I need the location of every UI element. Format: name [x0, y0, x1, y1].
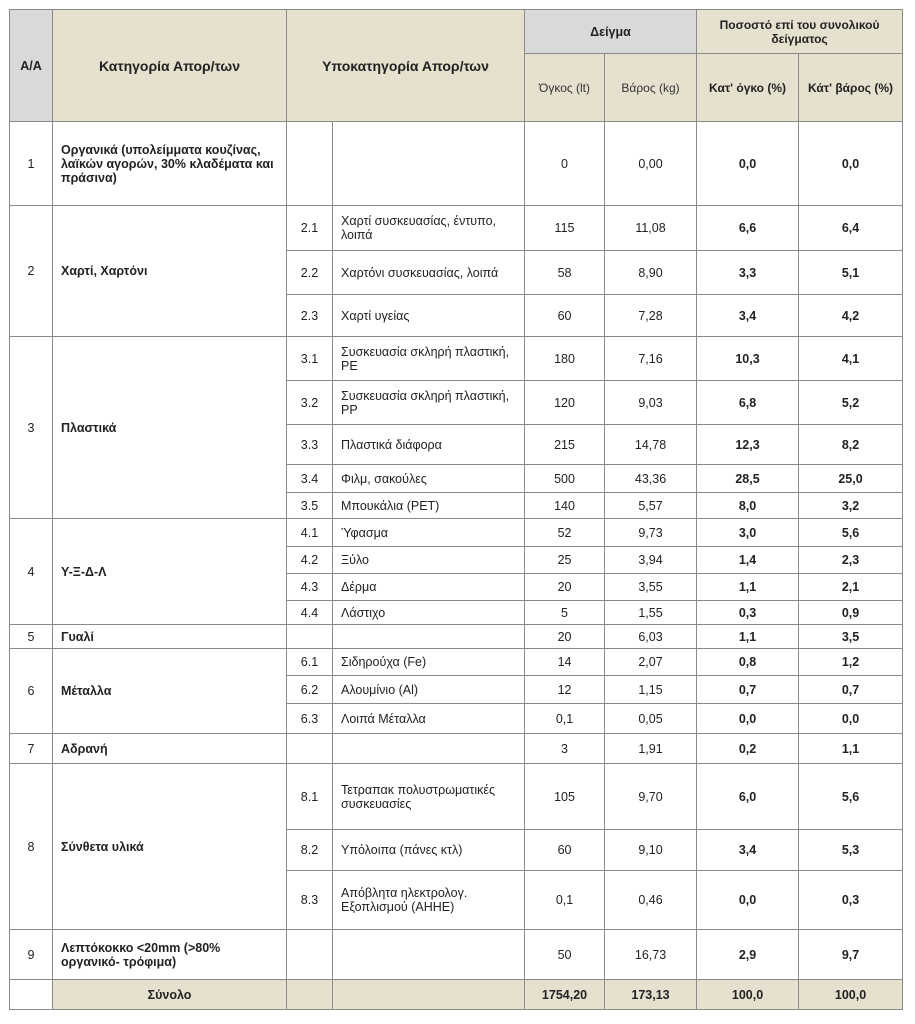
- cell-weight: 2,07: [605, 649, 697, 676]
- cell-weight: 1,91: [605, 734, 697, 764]
- cell-weight: 0,00: [605, 122, 697, 206]
- cell-weight: 3,94: [605, 547, 697, 574]
- cell-volume: 20: [525, 574, 605, 601]
- cell-pct-weight: 3,2: [799, 493, 903, 519]
- cell-pct-volume: 28,5: [697, 465, 799, 493]
- cell-pct-weight: 4,1: [799, 337, 903, 381]
- cell-code: [287, 625, 333, 649]
- cell-volume: 60: [525, 830, 605, 871]
- cell-aa: 4: [10, 519, 53, 625]
- cell-category: Χαρτί, Χαρτόνι: [53, 206, 287, 337]
- cell-subcategory: Σιδηρούχα (Fe): [333, 649, 525, 676]
- cell-code: 8.2: [287, 830, 333, 871]
- cell-weight: 1,55: [605, 601, 697, 625]
- cell-category: Γυαλί: [53, 625, 287, 649]
- cell-weight: 9,10: [605, 830, 697, 871]
- cell-volume: 0,1: [525, 871, 605, 930]
- cell-pct-weight: 4,2: [799, 295, 903, 337]
- table-row: [10, 764, 903, 830]
- waste-composition-table: [9, 9, 903, 1010]
- cell-volume: 12: [525, 676, 605, 704]
- cell-pct-weight: 0,0: [799, 122, 903, 206]
- cell-volume: 52: [525, 519, 605, 547]
- table-row: [10, 734, 903, 764]
- cell-pct-weight: 8,2: [799, 425, 903, 465]
- cell-code: 3.1: [287, 337, 333, 381]
- cell-subcategory: Αλουμίνιο (Al): [333, 676, 525, 704]
- cell-volume: 120: [525, 381, 605, 425]
- cell-code: 6.1: [287, 649, 333, 676]
- cell-aa: 1: [10, 122, 53, 206]
- cell-weight: 9,70: [605, 764, 697, 830]
- cell-category: Λεπτόκοκκο <20mm (>80% οργανικό- τρόφιμα): [53, 930, 287, 980]
- cell-subcategory: Μπουκάλια (PET): [333, 493, 525, 519]
- header-volume: Όγκος (lt): [525, 54, 605, 122]
- cell-subcategory: Συσκευασία σκληρή πλαστική, PE: [333, 337, 525, 381]
- cell-pct-volume: 0,3: [697, 601, 799, 625]
- cell-pct-weight: 5,6: [799, 764, 903, 830]
- cell-volume: 14: [525, 649, 605, 676]
- cell-weight: 7,16: [605, 337, 697, 381]
- cell-aa: 3: [10, 337, 53, 519]
- waste-composition-table-wrapper: [9, 9, 903, 1010]
- cell-pct-volume: 0,0: [697, 704, 799, 734]
- cell-subcategory: [333, 930, 525, 980]
- cell-subcategory: Ύφασμα: [333, 519, 525, 547]
- cell-pct-weight: 0,7: [799, 676, 903, 704]
- cell-volume: 3: [525, 734, 605, 764]
- table-row: [10, 519, 903, 547]
- cell-aa: 2: [10, 206, 53, 337]
- header-weight: Βάρος (kg): [605, 54, 697, 122]
- cell-volume: 58: [525, 251, 605, 295]
- cell-subcategory: [333, 625, 525, 649]
- cell-pct-weight: 0,0: [799, 704, 903, 734]
- cell-pct-weight: 1,1: [799, 734, 903, 764]
- cell-pct-volume: 0,8: [697, 649, 799, 676]
- cell-pct-volume: 0,0: [697, 871, 799, 930]
- cell-pct-weight: 5,6: [799, 519, 903, 547]
- cell-pct-weight: 5,3: [799, 830, 903, 871]
- cell-pct-weight: 25,0: [799, 465, 903, 493]
- cell-weight: 8,90: [605, 251, 697, 295]
- cell-code: 6.2: [287, 676, 333, 704]
- cell-pct-weight: 0,9: [799, 601, 903, 625]
- table-row: [10, 930, 903, 980]
- cell-subcategory: Χαρτί συσκευασίας, έντυπο, λοιπά: [333, 206, 525, 251]
- cell-code: 3.5: [287, 493, 333, 519]
- header-pct-volume: Κατ' όγκο (%): [697, 54, 799, 122]
- cell-subcategory: Φιλμ, σακούλες: [333, 465, 525, 493]
- total-code-empty: [287, 980, 333, 1010]
- cell-volume: 105: [525, 764, 605, 830]
- cell-volume: 140: [525, 493, 605, 519]
- cell-code: 4.1: [287, 519, 333, 547]
- cell-category: Αδρανή: [53, 734, 287, 764]
- cell-pct-volume: 3,0: [697, 519, 799, 547]
- total-sub-empty: [333, 980, 525, 1010]
- cell-weight: 9,73: [605, 519, 697, 547]
- cell-subcategory: Ξύλο: [333, 547, 525, 574]
- cell-volume: 180: [525, 337, 605, 381]
- cell-pct-volume: 0,2: [697, 734, 799, 764]
- cell-volume: 215: [525, 425, 605, 465]
- table-row: [10, 122, 903, 206]
- table-row: [10, 625, 903, 649]
- cell-volume: 0: [525, 122, 605, 206]
- cell-pct-volume: 8,0: [697, 493, 799, 519]
- cell-subcategory: Λάστιχο: [333, 601, 525, 625]
- cell-code: [287, 734, 333, 764]
- cell-code: 4.2: [287, 547, 333, 574]
- total-volume: 1754,20: [525, 980, 605, 1010]
- total-label: Σύνολο: [53, 980, 287, 1010]
- total-pct-volume: 100,0: [697, 980, 799, 1010]
- cell-pct-volume: 10,3: [697, 337, 799, 381]
- cell-weight: 16,73: [605, 930, 697, 980]
- cell-code: 3.3: [287, 425, 333, 465]
- cell-category: Υ-Ξ-Δ-Λ: [53, 519, 287, 625]
- cell-subcategory: Δέρμα: [333, 574, 525, 601]
- cell-code: 3.4: [287, 465, 333, 493]
- cell-weight: 14,78: [605, 425, 697, 465]
- cell-code: 4.3: [287, 574, 333, 601]
- table-row: [10, 337, 903, 381]
- cell-volume: 60: [525, 295, 605, 337]
- cell-pct-weight: 3,5: [799, 625, 903, 649]
- cell-pct-volume: 0,7: [697, 676, 799, 704]
- cell-weight: 9,03: [605, 381, 697, 425]
- cell-code: 3.2: [287, 381, 333, 425]
- header-percent-title: Ποσοστό επί του συνολικού δείγματος: [697, 10, 903, 54]
- cell-code: 6.3: [287, 704, 333, 734]
- cell-code: [287, 930, 333, 980]
- header-sample: Δείγμα: [525, 10, 697, 54]
- total-aa-empty: [10, 980, 53, 1010]
- cell-code: 8.1: [287, 764, 333, 830]
- cell-volume: 500: [525, 465, 605, 493]
- cell-weight: 11,08: [605, 206, 697, 251]
- cell-weight: 43,36: [605, 465, 697, 493]
- cell-code: 2.3: [287, 295, 333, 337]
- cell-pct-volume: 2,9: [697, 930, 799, 980]
- cell-subcategory: [333, 122, 525, 206]
- cell-subcategory: Συσκευασία σκληρή πλαστική, PP: [333, 381, 525, 425]
- cell-pct-weight: 2,3: [799, 547, 903, 574]
- cell-aa: 7: [10, 734, 53, 764]
- cell-weight: 3,55: [605, 574, 697, 601]
- cell-volume: 20: [525, 625, 605, 649]
- cell-aa: 9: [10, 930, 53, 980]
- cell-weight: 6,03: [605, 625, 697, 649]
- cell-pct-volume: 12,3: [697, 425, 799, 465]
- cell-pct-volume: 3,4: [697, 830, 799, 871]
- cell-code: 8.3: [287, 871, 333, 930]
- cell-subcategory: [333, 734, 525, 764]
- cell-volume: 50: [525, 930, 605, 980]
- header-subcategory: Υποκατηγορία Απορ/των: [287, 10, 525, 122]
- cell-pct-weight: 6,4: [799, 206, 903, 251]
- header-category-label: Κατηγορία Απορ/των: [98, 57, 241, 74]
- cell-weight: 0,05: [605, 704, 697, 734]
- cell-code: 4.4: [287, 601, 333, 625]
- header-category: [53, 10, 287, 122]
- cell-category: Μέταλλα: [53, 649, 287, 734]
- cell-code: 2.2: [287, 251, 333, 295]
- cell-subcategory: Χαρτί υγείας: [333, 295, 525, 337]
- total-pct-weight: 100,0: [799, 980, 903, 1010]
- total-row: [10, 980, 903, 1010]
- cell-pct-volume: 6,8: [697, 381, 799, 425]
- cell-subcategory: Τετραπακ πολυστρωματικές συσκευασίες: [333, 764, 525, 830]
- cell-weight: 7,28: [605, 295, 697, 337]
- cell-aa: 5: [10, 625, 53, 649]
- cell-pct-weight: 2,1: [799, 574, 903, 601]
- cell-weight: 5,57: [605, 493, 697, 519]
- cell-pct-volume: 3,4: [697, 295, 799, 337]
- cell-pct-weight: 5,2: [799, 381, 903, 425]
- cell-volume: 25: [525, 547, 605, 574]
- cell-weight: 1,15: [605, 676, 697, 704]
- total-weight: 173,13: [605, 980, 697, 1010]
- cell-category: Πλαστικά: [53, 337, 287, 519]
- cell-subcategory: Χαρτόνι συσκευασίας, λοιπά: [333, 251, 525, 295]
- cell-pct-volume: 1,4: [697, 547, 799, 574]
- cell-volume: 115: [525, 206, 605, 251]
- cell-category: Οργανικά (υπολείμματα κουζίνας, λαϊκών αγορών, 30% κλαδέματα και πράσινα): [53, 122, 287, 206]
- cell-pct-weight: 0,3: [799, 871, 903, 930]
- header-pct-weight: Κάτ' βάρος (%): [799, 54, 903, 122]
- cell-aa: 8: [10, 764, 53, 930]
- cell-subcategory: Απόβλητα ηλεκτρολογ. Εξοπλισμού (ΑΗΗΕ): [333, 871, 525, 930]
- cell-code: [287, 122, 333, 206]
- cell-pct-volume: 0,0: [697, 122, 799, 206]
- cell-subcategory: Λοιπά Μέταλλα: [333, 704, 525, 734]
- cell-category: Σύνθετα υλικά: [53, 764, 287, 930]
- cell-pct-weight: 1,2: [799, 649, 903, 676]
- cell-subcategory: Πλαστικά διάφορα: [333, 425, 525, 465]
- cell-pct-volume: 3,3: [697, 251, 799, 295]
- cell-pct-volume: 1,1: [697, 625, 799, 649]
- table-row: [10, 649, 903, 676]
- cell-weight: 0,46: [605, 871, 697, 930]
- cell-aa: 6: [10, 649, 53, 734]
- cell-pct-weight: 5,1: [799, 251, 903, 295]
- cell-volume: 0,1: [525, 704, 605, 734]
- header-aa: Α/Α: [10, 10, 53, 122]
- cell-pct-volume: 6,0: [697, 764, 799, 830]
- cell-pct-weight: 9,7: [799, 930, 903, 980]
- cell-volume: 5: [525, 601, 605, 625]
- cell-pct-volume: 6,6: [697, 206, 799, 251]
- cell-subcategory: Υπόλοιπα (πάνες κτλ): [333, 830, 525, 871]
- cell-code: 2.1: [287, 206, 333, 251]
- cell-pct-volume: 1,1: [697, 574, 799, 601]
- table-row: [10, 206, 903, 251]
